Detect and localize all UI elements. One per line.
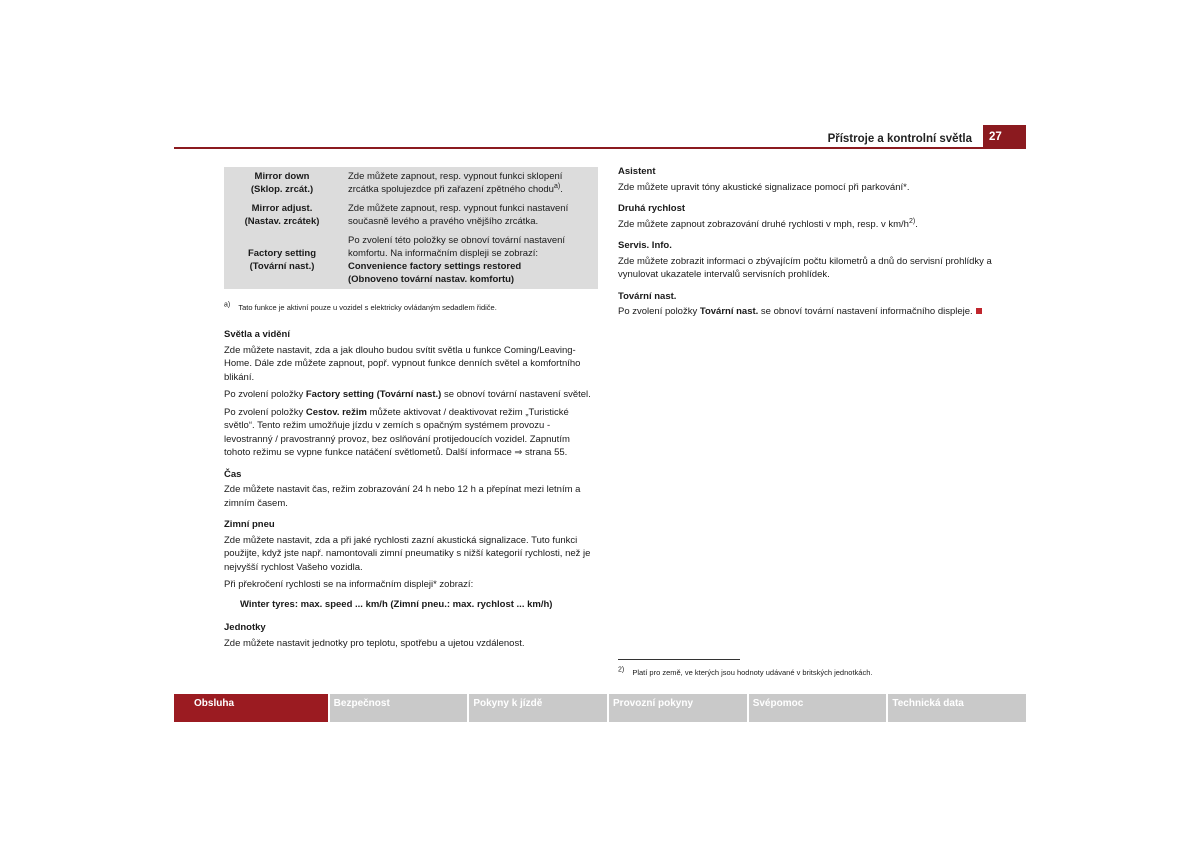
tab-provozni-pokyny[interactable]: Provozní pokyny [609, 694, 747, 722]
key-english: Mirror down [254, 171, 310, 182]
tab-svepomoc[interactable]: Svépomoc [749, 694, 887, 722]
section-second-speed [618, 202, 998, 231]
section-heading: Světla a vidění [224, 329, 291, 340]
section-assistant [618, 165, 998, 194]
page-section-title: Přístroje a kontrolní světla [827, 133, 972, 145]
footnote-ref: a) [553, 182, 561, 190]
table-key [224, 167, 340, 199]
paragraph: Zde můžete nastavit, zda a při jaké rychlosti zazní akustická signalizace. Tuto funkci použijte, když jste např. namontovali zimní pneumatiky s nižší kategorií rychlosti, než je nejvyšší rychlost Vašeho vozidla. [224, 534, 591, 573]
paragraph: Zde můžete nastavit, zda a jak dlouho budou svítit světla u funkce Coming/Leaving-Home. Dále zde můžete zapnout, popř. vypnout funkce denních světel a komfortního blikání. [224, 344, 581, 383]
text: Po zvolení položky [224, 389, 306, 400]
key-czech: (Tovární nast.) [249, 261, 315, 272]
table-row [224, 167, 598, 199]
display-message: Winter tyres: max. speed ... km/h (Zimní pneu.: max. rychlost ... km/h) [240, 598, 553, 610]
section-factory-settings [618, 290, 998, 319]
section-heading: Jednotky [224, 622, 266, 633]
table-footnote [224, 302, 598, 313]
tab-technicka-data[interactable]: Technická data [888, 694, 1026, 722]
paragraph [224, 406, 598, 460]
section-service-info [618, 239, 998, 282]
table-row [224, 231, 598, 289]
section-time [224, 468, 598, 511]
key-czech: (Nastav. zrcátek) [244, 216, 320, 227]
text: Zde můžete zapnout zobrazování druhé rychlosti v mph, resp. v km/h [618, 218, 909, 230]
chapter-tabs [174, 694, 1026, 722]
text: Po zvolení položky [224, 406, 306, 418]
left-column [224, 328, 598, 658]
menu-term: Cestov. režim [305, 406, 367, 418]
table-key [224, 231, 340, 289]
menu-term: Tovární nast. [699, 306, 759, 317]
footnote-rule [618, 659, 740, 660]
tab-pokyny-k-jizde[interactable]: Pokyny k jízdě [469, 694, 607, 722]
footnote-mark: 2) [618, 666, 625, 674]
paragraph: Při překročení rychlosti se na informačním displeji* zobrazí: [224, 579, 474, 590]
text: se obnoví tovární nastavení informačního displeje. [758, 306, 973, 317]
section-heading: Servis. Info. [618, 240, 672, 251]
right-column [618, 165, 998, 327]
desc-text: Zde můžete zapnout, resp. vypnout funkci sklopení zrcátka spolujezdce při zařazení zpětného chodu [348, 171, 563, 195]
display-message-czech: (Obnoveno tovární nastav. komfortu) [348, 274, 515, 285]
end-of-section-marker [976, 308, 982, 314]
menu-term: Factory setting (Tovární nast.) [305, 389, 442, 400]
text: . [915, 218, 918, 230]
section-heading: Asistent [618, 166, 656, 177]
tab-bezpecnost[interactable]: Bezpečnost [330, 694, 468, 722]
table-desc [340, 167, 598, 199]
paragraph [618, 218, 998, 232]
paragraph [618, 305, 998, 319]
text: Po zvolení položky [618, 306, 700, 317]
section-heading: Čas [224, 468, 242, 480]
section-heading: Tovární nast. [618, 290, 677, 302]
text: se obnoví tovární nastavení světel. [441, 389, 591, 400]
section-units [224, 621, 598, 650]
section-heading: Druhá rychlost [618, 203, 686, 214]
paragraph [224, 388, 598, 402]
section-heading: Zimní pneu [224, 519, 275, 530]
table-row [224, 199, 598, 231]
footnote-text: Tato funkce je aktivní pouze u vozidel s elektricky ovládaným sedadlem řidiče. [238, 303, 497, 312]
table-desc [340, 231, 598, 289]
key-english: Mirror adjust. [251, 203, 313, 214]
display-message: Convenience factory settings restored [348, 261, 522, 272]
key-english: Factory setting [247, 248, 317, 259]
desc-text: Po zvolení této položky se obnoví tovární nastavení komfortu. Na informačním displeji se zobrazí: [348, 235, 566, 259]
key-czech: (Sklop. zrcát.) [250, 184, 314, 195]
section-winter-tyres [224, 518, 598, 611]
settings-table [224, 167, 598, 289]
paragraph: Zde můžete upravit tóny akustické signalizace pomocí při parkování*. [618, 181, 910, 193]
page-number: 27 [983, 125, 1026, 149]
paragraph: Zde můžete nastavit jednotky pro teplotu, spotřebu a ujetou vzdálenost. [224, 637, 525, 649]
table-desc: Zde můžete zapnout, resp. vypnout funkci nastavení současně levého a pravého vnějšího zrcátka. [340, 199, 598, 231]
footnote-mark: a) [224, 301, 231, 309]
desc-end: . [560, 184, 563, 195]
page-footnote [618, 667, 998, 678]
footnote-text: Platí pro země, ve kterých jsou hodnoty udávané v britských jednotkách. [632, 668, 873, 677]
tab-obsluha[interactable]: Obsluha [174, 694, 328, 722]
text: můžete aktivovat / deaktivovat režim „Turistické světlo“. Tento režim umožňuje jízdu v zemích s opačným systémem provozu - levostranný / pravostranný provoz, bez oslňování protijedoucích vozidel. Zapnutím tohoto režimu se vypne funkce natáčení světlometů. Další informace ⇒ strana 55. [224, 406, 570, 458]
header-rule [174, 147, 1026, 149]
paragraph: Zde můžete nastavit čas, režim zobrazování 24 h nebo 12 h a přepínat mezi letním a zimním časem. [224, 484, 581, 509]
footnote-ref: 2) [908, 217, 916, 225]
section-lights [224, 328, 598, 460]
table-key [224, 199, 340, 231]
paragraph: Zde můžete zobrazit informaci o zbývajícím počtu kilometrů a dnů do servisní prohlídky a vynulovat ukazatele intervalů servisních prohlídek. [618, 255, 992, 280]
